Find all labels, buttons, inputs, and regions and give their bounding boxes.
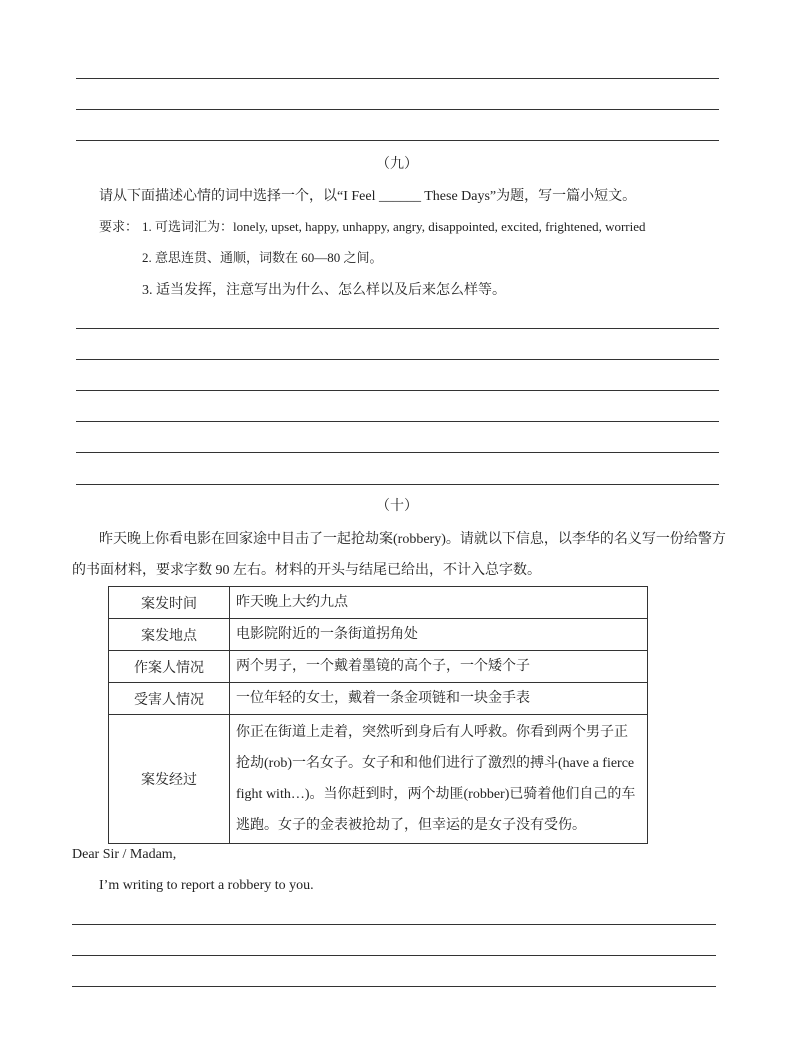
section-10-prompt: 昨天晚上你看电影在回家途中目击了一起抢劫案(robbery)。请就以下信息，以李华的名义写一份给警方 [99, 532, 726, 547]
writing-line [76, 421, 719, 422]
requirement-item: 1. 可选词汇为：lonely, upset, happy, unhappy, angry, disappointed, excited, frightened, worried [142, 219, 646, 234]
writing-line [76, 452, 719, 453]
table-row [109, 619, 648, 651]
writing-line [76, 359, 719, 360]
writing-line [76, 390, 719, 391]
table-value: 昨天晚上大约九点 [230, 587, 648, 619]
table-key: 案发地点 [109, 619, 230, 651]
letter-salutation: Dear Sir / Madam, [72, 847, 177, 862]
table-row [109, 587, 648, 619]
table-key: 案发经过 [109, 715, 230, 844]
requirement-item: 2. 意思连贯、通顺，词数在 60—80 之间。 [142, 250, 383, 265]
requirement-item: 3. 适当发挥，注意写出为什么、怎么样以及后来怎么样等。 [142, 283, 506, 298]
section-heading-9: （九） [376, 157, 418, 172]
writing-line [72, 924, 716, 925]
table-key: 作案人情况 [109, 651, 230, 683]
writing-line [76, 484, 719, 485]
writing-line [76, 140, 719, 141]
writing-line [76, 328, 719, 329]
table-value: 你正在街道上走着，突然听到身后有人呼救。你看到两个男子正抢劫(rob)一名女子。女子和和他们进行了激烈的搏斗(have a fierce fight with…)。当你赶到时，两个劫匪(robber)已骑着他们自己的车逃跑。女子的金表被抢劫了，但幸运的是女子没有受伤。 [230, 715, 648, 844]
table-value: 一位年轻的女士，戴着一条金项链和一块金手表 [230, 683, 648, 715]
table-row [109, 651, 648, 683]
requirements-label: 要求： [99, 219, 139, 234]
writing-line [72, 986, 716, 987]
table-key: 案发时间 [109, 587, 230, 619]
section-9-prompt: 请从下面描述心情的词中选择一个，以“I Feel ______ These Days”为题，写一篇小短文。 [99, 189, 637, 204]
section-10-prompt: 的书面材料，要求字数 90 左右。材料的开头与结尾已给出，不计入总字数。 [72, 563, 541, 578]
table-value: 两个男子，一个戴着墨镜的高个子，一个矮个子 [230, 651, 648, 683]
table-key: 受害人情况 [109, 683, 230, 715]
incident-info-table [108, 586, 648, 844]
writing-line [76, 78, 719, 79]
table-row [109, 715, 648, 844]
writing-line [72, 955, 716, 956]
section-heading-10: （十） [376, 499, 418, 514]
table-value: 电影院附近的一条街道拐角处 [230, 619, 648, 651]
letter-opening: I’m writing to report a robbery to you. [99, 878, 314, 893]
writing-line [76, 109, 719, 110]
table-row [109, 683, 648, 715]
